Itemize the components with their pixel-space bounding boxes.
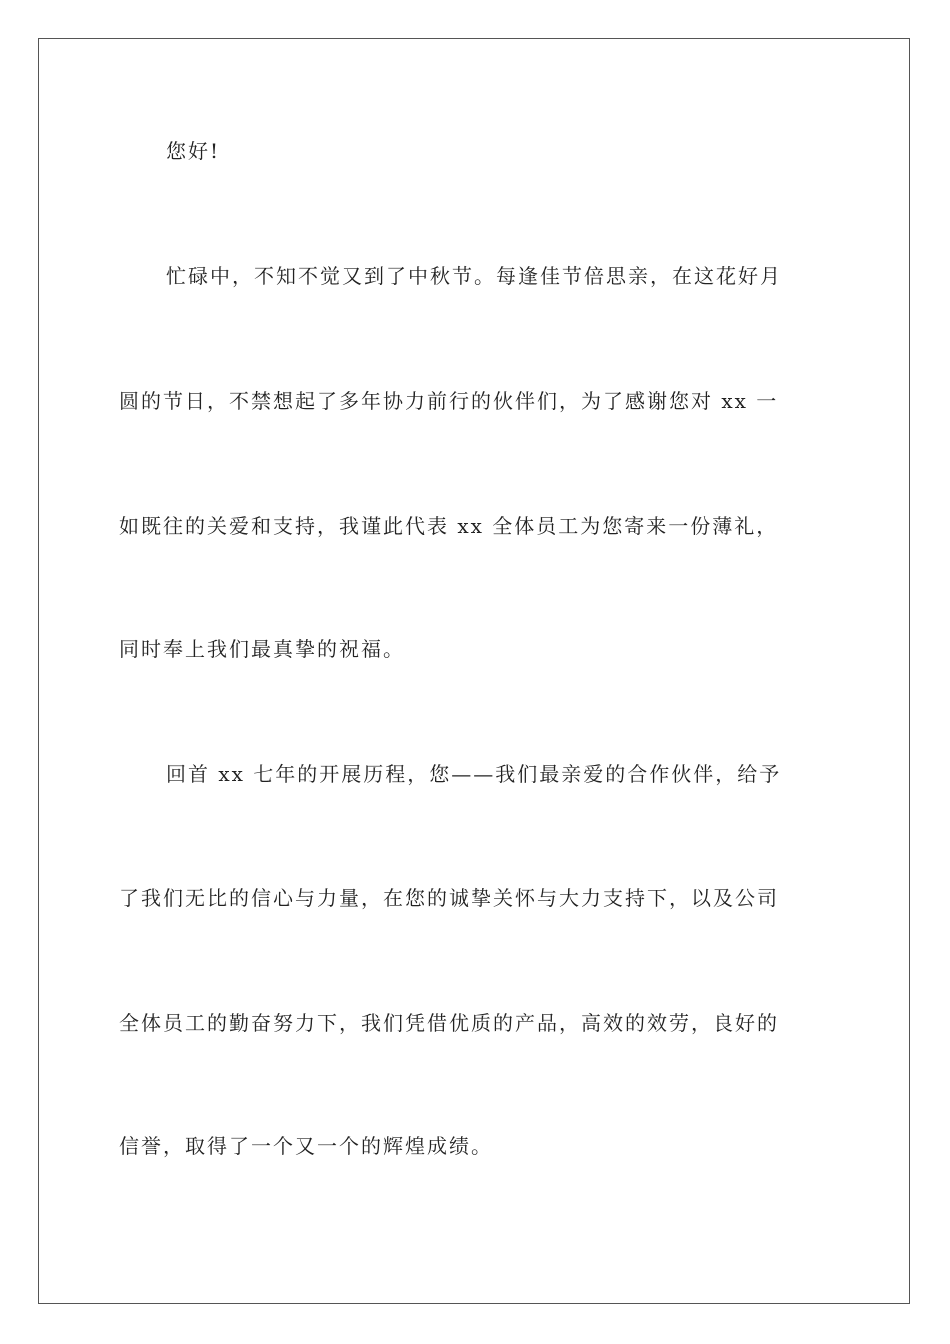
greeting-line: 您好! — [166, 139, 221, 163]
paragraph-2-line-4: 信誉，取得了一个又一个的辉煌成绩。 — [119, 1134, 493, 1158]
document-page — [38, 38, 910, 1304]
paragraph-2-line-2: 了我们无比的信心与力量，在您的诚挚关怀与大力支持下，以及公司 — [119, 886, 779, 910]
paragraph-1-line-4: 同时奉上我们最真挚的祝福。 — [119, 637, 405, 661]
paragraph-2-line-3: 全体员工的勤奋努力下，我们凭借优质的产品，高效的效劳，良好的 — [119, 1011, 779, 1035]
paragraph-1-line-3: 如既往的关爱和支持，我谨此代表 xx 全体员工为您寄来一份薄礼， — [119, 514, 779, 538]
paragraph-2-line-1: 回首 xx 七年的开展历程，您——我们最亲爱的合作伙伴，给予 — [166, 762, 782, 786]
paragraph-1-line-1: 忙碌中，不知不觉又到了中秋节。每逢佳节倍思亲，在这花好月 — [166, 264, 782, 288]
paragraph-1-line-2: 圆的节日，不禁想起了多年协力前行的伙伴们，为了感谢您对 xx 一 — [119, 389, 779, 413]
